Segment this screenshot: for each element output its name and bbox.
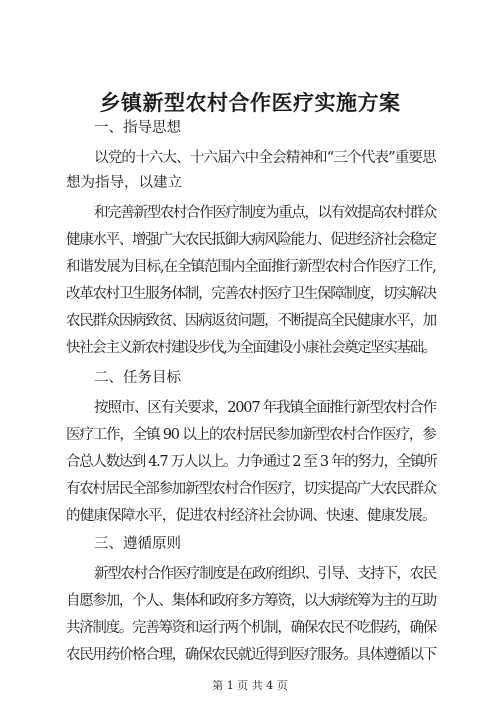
section-heading-task-goals: 二、任务目标 bbox=[94, 370, 181, 386]
section-heading-guiding-ideology: 一、指导思想 bbox=[94, 120, 181, 136]
paragraph-line: 农民用药价格合理，确保农民就近得到医疗服务。具体遵循以下 bbox=[66, 647, 436, 663]
paragraph-line: 自愿参加，个人、集体和政府多方筹资，以大病统筹为主的互助 bbox=[66, 593, 436, 609]
document-title: 乡镇新型农村合作医疗实施方案 bbox=[99, 90, 401, 115]
page-footer: 第 1 页 共 4 页 bbox=[212, 679, 288, 692]
paragraph-line: 想为指导，以建立 bbox=[66, 175, 182, 191]
paragraph-line: 按照市、区有关要求，2007 年我镇全面推行新型农村合作 bbox=[94, 400, 436, 416]
paragraph-line: 和完善新型农村合作医疗制度为重点，以有效提高农村群众 bbox=[94, 205, 436, 221]
paragraph-line: 有农村居民全部参加新型农村合作医疗，切实提高广大农民群众 bbox=[66, 481, 436, 497]
paragraph-line: 健康水平、增强广大农民抵御大病风险能力、促进经济社会稳定 bbox=[66, 232, 436, 248]
paragraph-line: 共济制度。完善筹资和运行两个机制，确保农民不吃假药，确保 bbox=[66, 620, 436, 636]
paragraph-line: 快社会主义新农村建设步伐,为全面建设小康社会奠定坚实基础。 bbox=[66, 340, 436, 356]
paragraph-line: 农民群众因病致贫、因病返贫问题，不断提高全民健康水平，加 bbox=[66, 313, 436, 329]
paragraph-line: 的健康保障水平，促进农村经济社会协调、快速、健康发展。 bbox=[66, 508, 436, 524]
section-heading-principles: 三、遵循原则 bbox=[94, 536, 181, 552]
paragraph-line: 合总人数达到 4.7 万人以上。力争通过 2 至 3 年的努力，全镇所 bbox=[66, 454, 437, 470]
paragraph-line: 和谐发展为目标,在全镇范围内全面推行新型农村合作医疗工作, bbox=[66, 259, 436, 275]
paragraph-line: 医疗工作，全镇 90 以上的农村居民参加新型农村合作医疗，参 bbox=[66, 427, 436, 443]
paragraph-line: 以党的十六大、十六届六中全会精神和“三个代表”重要思 bbox=[94, 150, 436, 166]
paragraph-line: 改革农村卫生服务体制，完善农村医疗卫生保障制度，切实解决 bbox=[66, 286, 436, 302]
paragraph-line: 新型农村合作医疗制度是在政府组织、引导、支持下，农民 bbox=[94, 566, 436, 582]
